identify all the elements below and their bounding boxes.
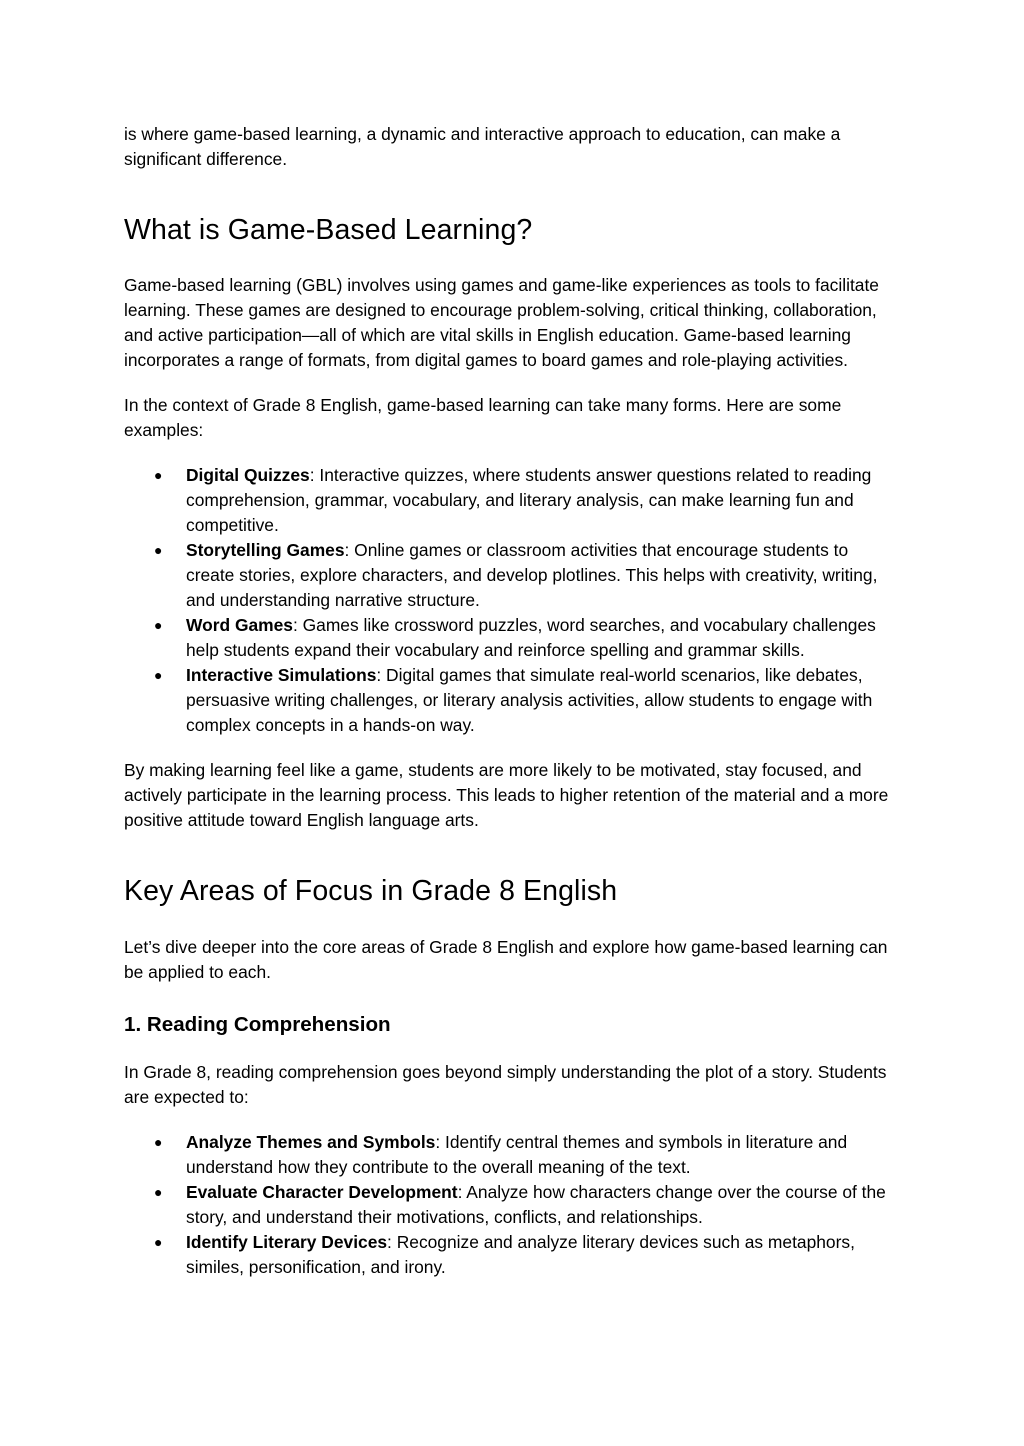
bullet-icon: ●: [154, 542, 163, 558]
list-item-text: : Online games or classroom activities that encourage students to create stories, explore characters, and develop plotlines. This helps with creativity, writing, and understanding narrative structure.: [186, 540, 878, 610]
bullet-icon: ●: [154, 1184, 163, 1200]
bullet-icon: ●: [154, 1134, 163, 1150]
list-item: [124, 1180, 899, 1230]
bullet-icon: ●: [154, 467, 163, 483]
document-page: [124, 120, 899, 1280]
list-reading-skills: [124, 1130, 899, 1280]
bullet-icon: ●: [154, 667, 163, 683]
intro-paragraph-tail: is where game-based learning, a dynamic and interactive approach to education, can make a significant difference.: [124, 124, 841, 169]
list-item-text: : Interactive quizzes, where students answer questions related to reading comprehension, grammar, vocabulary, and literary analysis, can make learning fun and competitive.: [186, 465, 872, 535]
list-gbl-examples: [124, 463, 899, 738]
list-item-term: Word Games: [186, 615, 293, 635]
list-item: [124, 613, 899, 663]
list-item-text: : Games like crossword puzzles, word searches, and vocabulary challenges help students expand their vocabulary and reinforce spelling and grammar skills.: [186, 615, 876, 660]
list-item: [124, 1130, 899, 1180]
bullet-icon: ●: [154, 617, 163, 633]
list-item: [124, 538, 899, 613]
list-item: [124, 463, 899, 538]
bullet-icon: ●: [154, 1234, 163, 1250]
list-item-term: Interactive Simulations: [186, 665, 377, 685]
list-item-text: : Digital games that simulate real-world scenarios, like debates, persuasive writing challenges, or literary analysis activities, allow students to engage with complex concepts in a hands-on way.: [186, 665, 873, 735]
paragraph-gbl-definition: Game-based learning (GBL) involves using games and game-like experiences as tools to facilitate learning. These games are designed to encourage problem-solving, critical thinking, collaboration, and active participation—all of which are vital skills in English education. Game-based learning incorporates a range of formats, from digital games to board games and role-playing activities.: [124, 275, 879, 370]
paragraph-reading-intro: In Grade 8, reading comprehension goes beyond simply understanding the plot of a story. Students are expected to:: [124, 1062, 887, 1107]
list-item-text: : Identify central themes and symbols in literature and understand how they contribute to the overall meaning of the text.: [186, 1132, 848, 1177]
paragraph-key-areas-intro: Let’s dive deeper into the core areas of Grade 8 English and explore how game-based learning can be applied to each.: [124, 937, 888, 982]
list-item-term: Storytelling Games: [186, 540, 345, 560]
heading-what-is-gbl: What is Game-Based Learning?: [124, 214, 533, 246]
list-item-term: Analyze Themes and Symbols: [186, 1132, 436, 1152]
list-item-text: : Analyze how characters change over the course of the story, and understand their motivations, conflicts, and relationships.: [186, 1182, 886, 1227]
list-item-term: Identify Literary Devices: [186, 1232, 388, 1252]
paragraph-gbl-context: In the context of Grade 8 English, game-based learning can take many forms. Here are some examples:: [124, 395, 842, 440]
heading-reading-comprehension: 1. Reading Comprehension: [124, 1013, 391, 1036]
list-item-term: Digital Quizzes: [186, 465, 310, 485]
list-item-term: Evaluate Character Development: [186, 1182, 458, 1202]
list-item-text: : Recognize and analyze literary devices such as metaphors, similes, personification, and irony.: [186, 1232, 855, 1277]
heading-key-areas: Key Areas of Focus in Grade 8 English: [124, 875, 618, 907]
list-item: [124, 663, 899, 738]
list-item: [124, 1230, 899, 1280]
paragraph-gbl-benefit: By making learning feel like a game, students are more likely to be motivated, stay focused, and actively participate in the learning process. This leads to higher retention of the material and a more positive attitude toward English language arts.: [124, 760, 889, 830]
